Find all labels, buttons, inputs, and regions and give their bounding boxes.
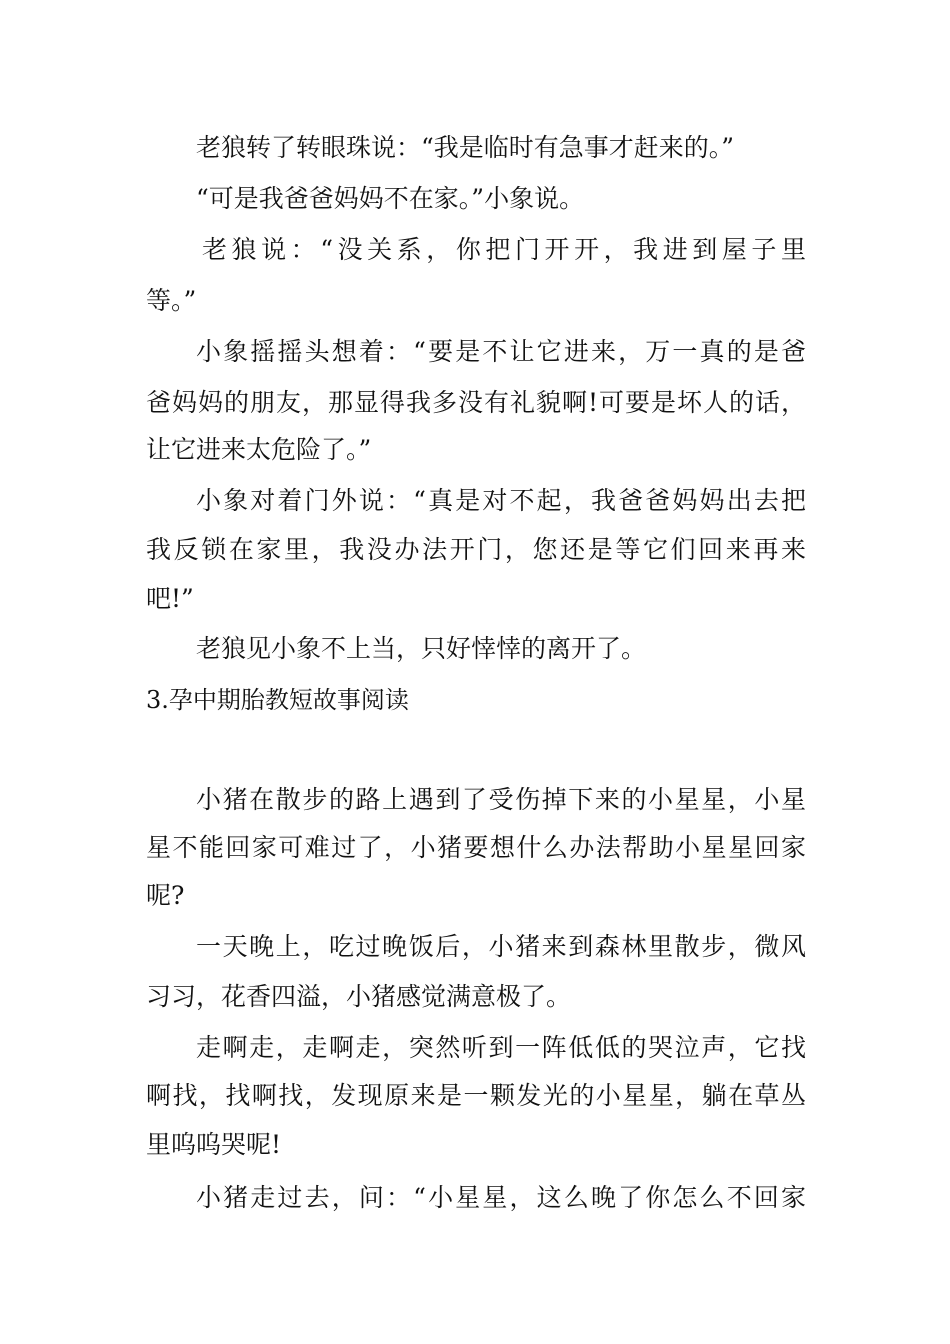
paragraph-line: 老狼见小象不上当，只好悻悻的离开了。 bbox=[196, 634, 647, 663]
paragraph-line: 小猪走过去，问：“小星星，这么晚了你怎么不回家 bbox=[196, 1183, 806, 1212]
paragraph-line: 老狼说：“没关系，你把门开开，我进到屋子里 bbox=[202, 235, 806, 264]
paragraph-line: 星不能回家可难过了，小猪要想什么办法帮助小星星回家 bbox=[146, 833, 806, 862]
paragraph-line: 小猪在散步的路上遇到了受伤掉下来的小星星，小星 bbox=[196, 785, 806, 814]
paragraph-line: 里呜呜哭呢! bbox=[146, 1130, 282, 1159]
paragraph-line: 老狼转了转眼珠说：“我是临时有急事才赶来的。” bbox=[196, 133, 735, 162]
paragraph-line: 呢? bbox=[146, 881, 185, 910]
paragraph-line: 等。” bbox=[146, 286, 197, 315]
paragraph-line: 爸妈妈的朋友，那显得我多没有礼貌啊!可要是坏人的话， bbox=[146, 388, 806, 417]
paragraph-line: 走啊走，走啊走，突然听到一阵低低的哭泣声，它找 bbox=[196, 1033, 806, 1062]
paragraph-line: 我反锁在家里，我没办法开门，您还是等它们回来再来 bbox=[146, 535, 806, 564]
paragraph-line: 让它进来太危险了。” bbox=[146, 435, 372, 464]
paragraph-line: 小象摇摇头想着：“要是不让它进来，万一真的是爸 bbox=[196, 337, 806, 366]
paragraph-line: 吧!” bbox=[146, 584, 194, 613]
paragraph-line: 小象对着门外说：“真是对不起，我爸爸妈妈出去把 bbox=[196, 486, 806, 515]
paragraph-line: “可是我爸爸妈妈不在家。”小象说。 bbox=[196, 184, 585, 213]
paragraph-line: 啊找，找啊找，发现原来是一颗发光的小星星，躺在草丛 bbox=[146, 1081, 806, 1110]
section-heading: 3.孕中期胎教短故事阅读 bbox=[146, 686, 409, 714]
paragraph-line: 习习，花香四溢，小猪感觉满意极了。 bbox=[146, 982, 572, 1011]
paragraph-line: 一天晚上，吃过晚饭后，小猪来到森林里散步，微风 bbox=[196, 932, 806, 961]
